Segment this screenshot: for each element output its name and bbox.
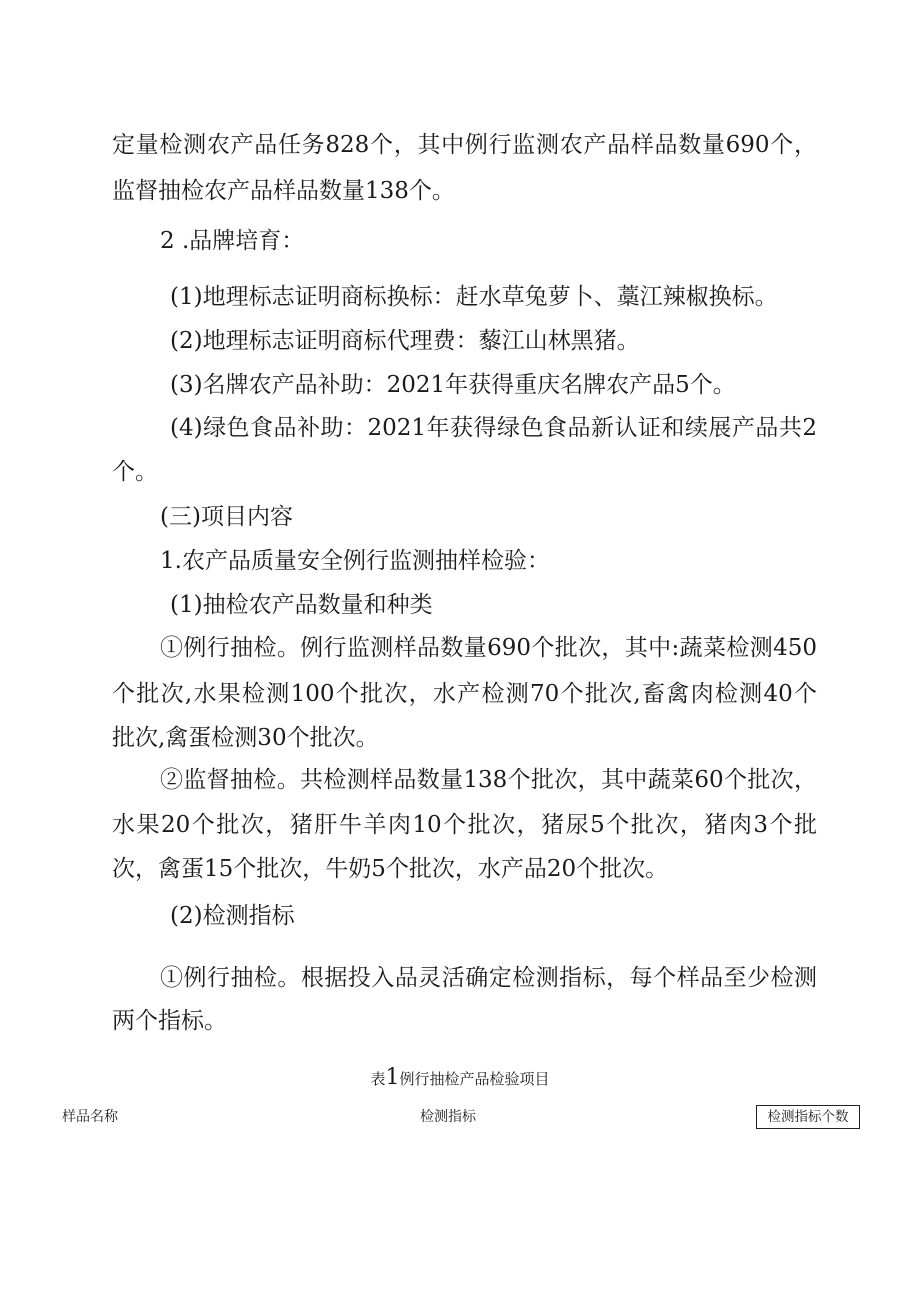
list-item: (3)名牌农产品补助：2021年获得重庆名牌农产品5个。 [170,372,736,398]
paragraph-line: ②监督抽检。共检测样品数量138个批次，其中蔬菜60个批次， [160,767,817,793]
paragraph-line: 个批次,水果检测100个批次，水产检测70个批次,畜禽肉检测40个 [112,681,817,707]
paragraph-line: ①例行抽检。例行监测样品数量690个批次，其中:蔬菜检测450 [160,635,817,661]
paragraph-line: ①例行抽检。根据投入品灵活确定检测指标，每个样品至少检测 [160,965,817,991]
paragraph-line: 监督抽检农产品样品数量138个。 [112,178,455,204]
section-heading: (三)项目内容 [160,504,293,530]
table-header-sample-name: 样品名称 [62,1109,118,1125]
subsection-heading: (2)检测指标 [170,903,295,929]
list-item: (2)地理标志证明商标代理费：藜江山林黑猪。 [170,328,640,354]
caption-prefix: 表 [370,1070,386,1088]
paragraph-line: 水果20个批次，猪肝牛羊肉10个批次，猪尿5个批次，猪肉3个批 [112,812,817,838]
subsection-heading: (1)抽检农产品数量和种类 [170,592,433,618]
section-heading: 2 .品牌培育： [160,228,305,254]
paragraph-line: 定量检测农产品任务828个，其中例行监测农产品样品数量690个， [112,132,817,158]
list-item: (1)地理标志证明商标换标：赶水草兔萝卜、藁江辣椒换标。 [170,284,778,310]
list-item: (4)绿色食品补助：2021年获得绿色食品新认证和续展产品共2 [170,415,817,441]
table-caption [0,1066,920,1091]
caption-text: 例行抽检产品检验项目 [399,1070,550,1088]
subsection-heading: 1.农产品质量安全例行监测抽样检验： [160,548,550,574]
table-header-indicator-count: 检测指标个数 [756,1105,860,1129]
caption-number: 1 [385,1065,400,1090]
list-item-continuation: 个。 [112,459,158,485]
paragraph-line: 批次,禽蛋检测30个批次。 [112,725,379,751]
paragraph-line: 两个指标。 [112,1008,227,1034]
paragraph-line: 次，禽蛋15个批次，牛奶5个批次，水产品20个批次。 [112,856,669,882]
table-header-test-indicator: 检测指标 [420,1109,476,1125]
